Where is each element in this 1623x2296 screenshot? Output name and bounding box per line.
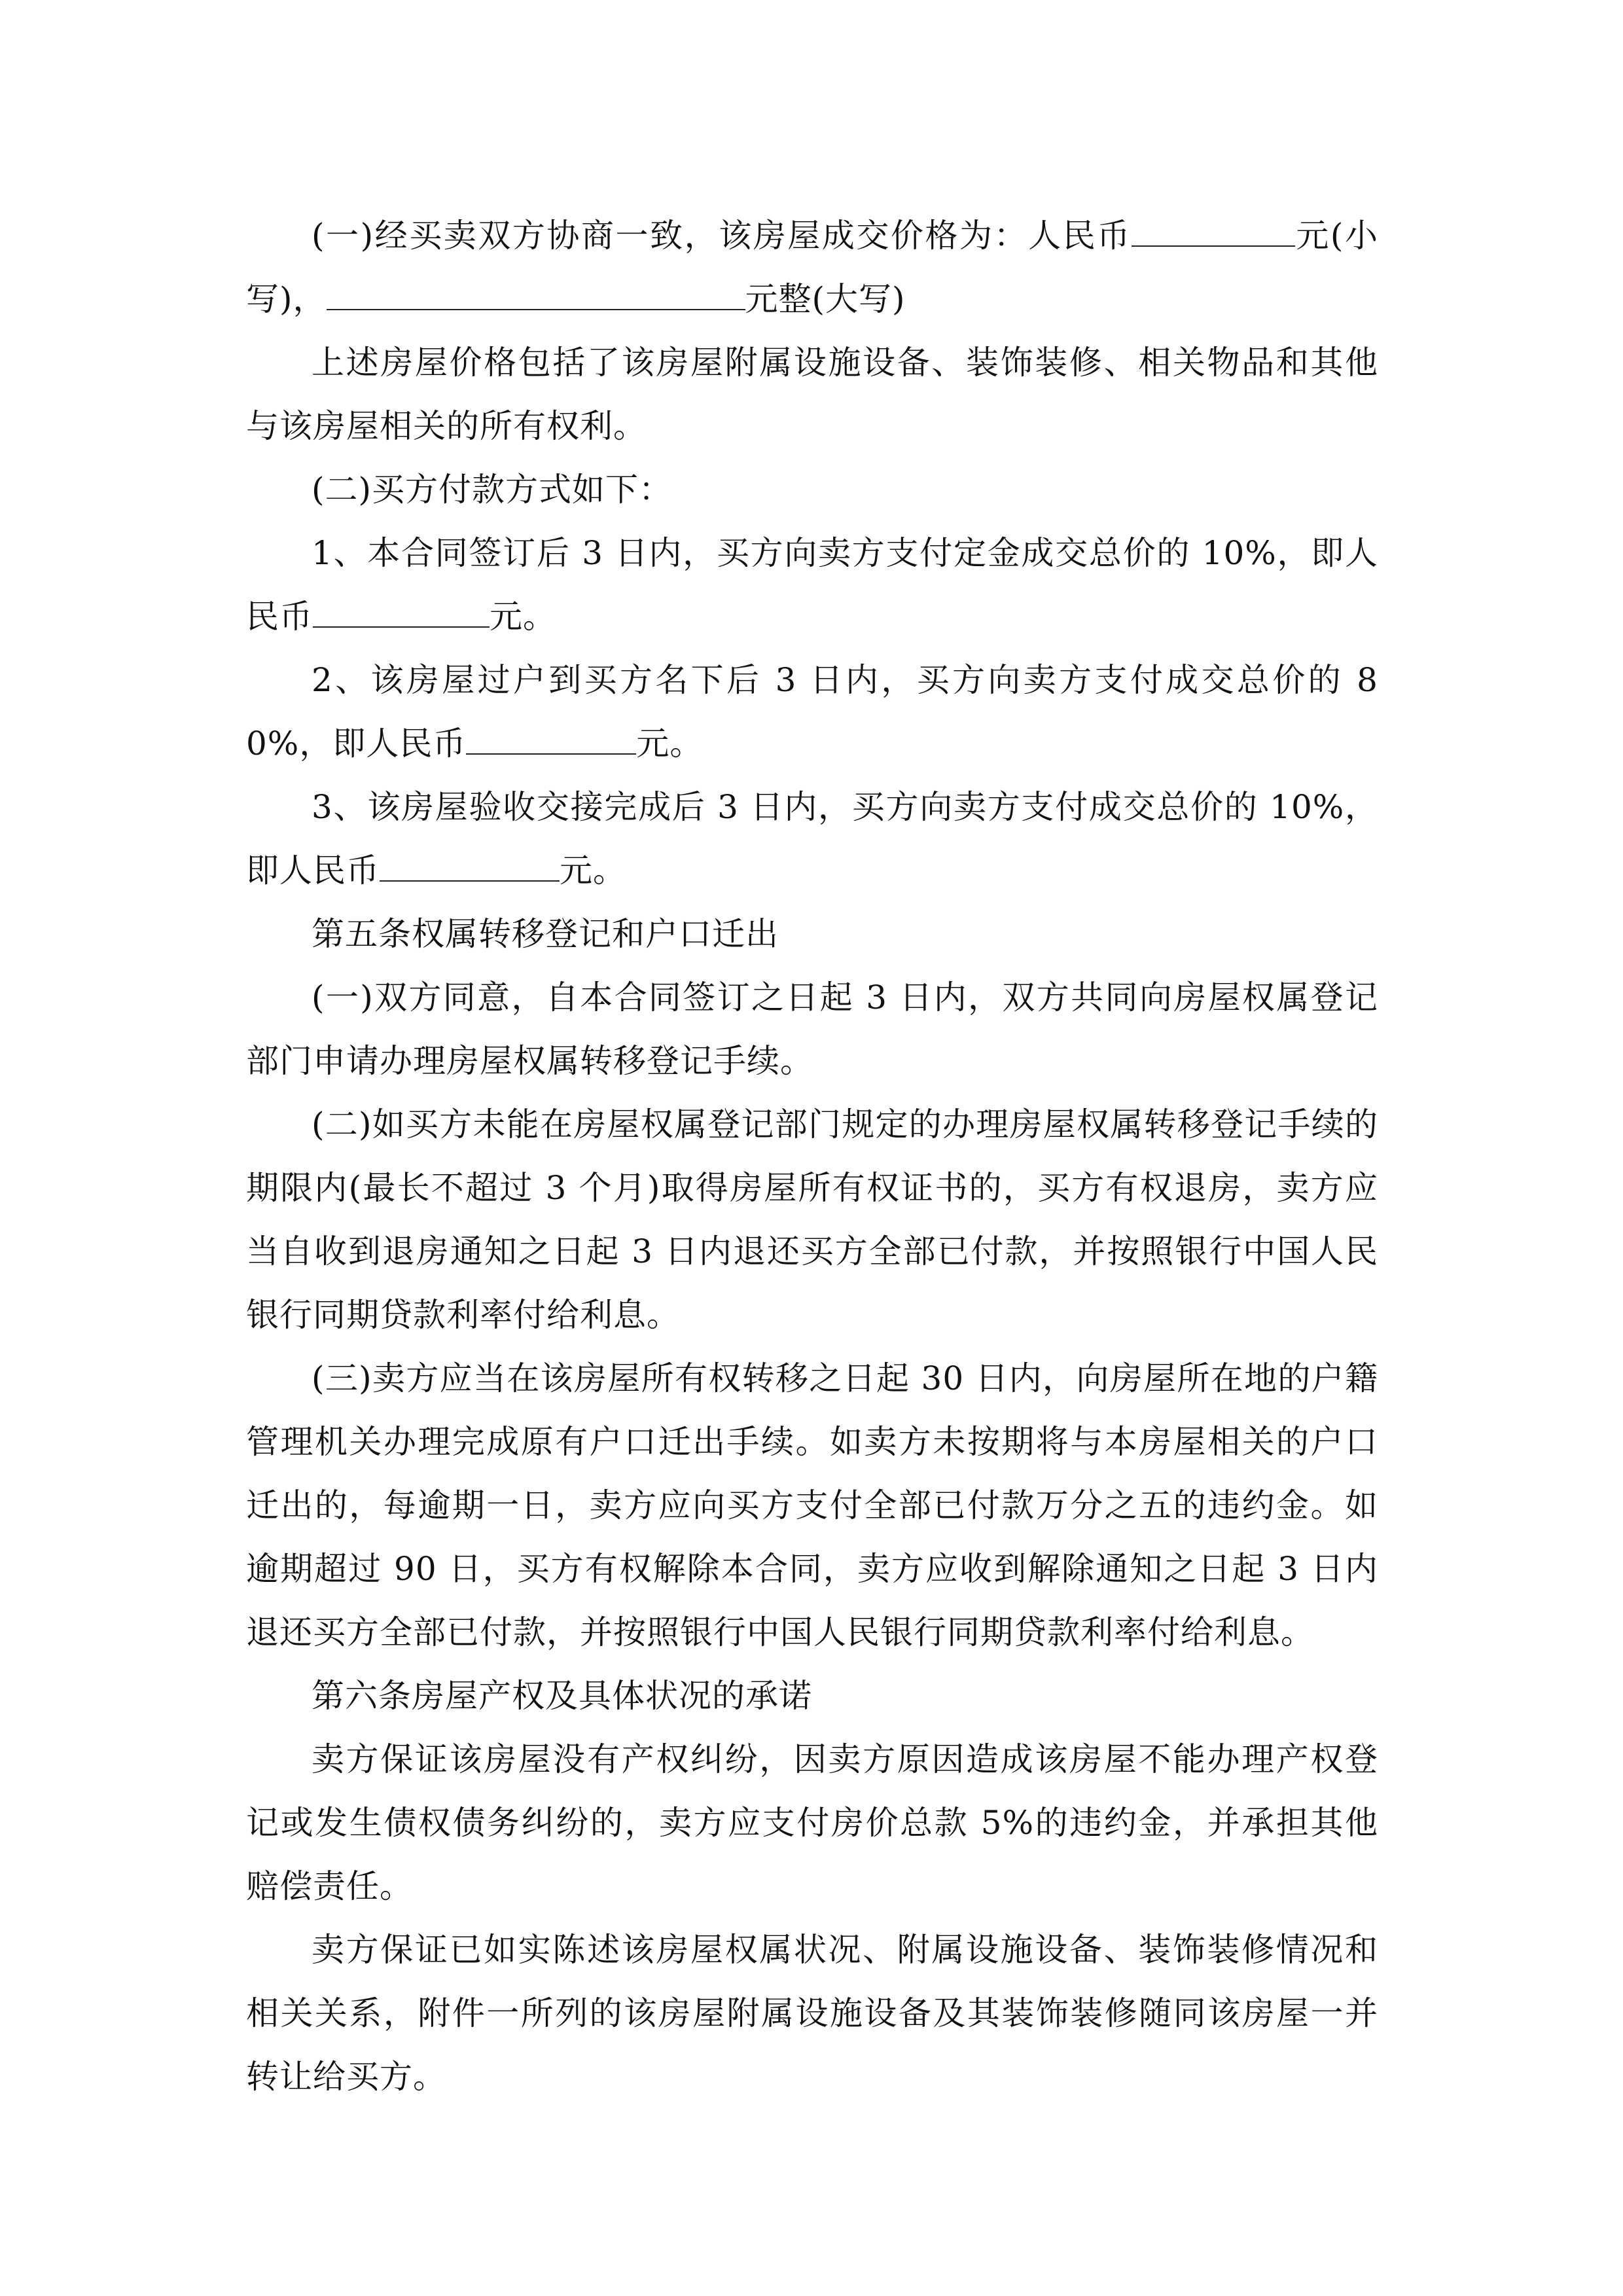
- payment-item-3-unit: 元。: [560, 852, 626, 889]
- article-5-clause-2: (二)如买方未能在房屋权属登记部门规定的办理房屋权属转移登记手续的期限内(最长不超过 3 个月)取得房屋所有权证书的，买方有权退房，卖方应当自收到退房通知之日起 3 日内退还买方全部已付款，并按照银行中国人民银行同期贷款利率付给利息。: [246, 1105, 1378, 1334]
- payment-item-2-text: 2、该房屋过户到买方名下后 3 日内，买方向卖方支付成交总价的 80%，即人民币: [246, 661, 1378, 762]
- payment-item-1-blank: [313, 600, 490, 628]
- article-6-clause-1: 卖方保证该房屋没有产权纠纷，因卖方原因造成该房屋不能办理产权登记或发生债权债务纠纷的，卖方应支付房价总款 5%的违约金，并承担其他赔偿责任。: [246, 1740, 1378, 1905]
- article-6-heading: 第六条房屋产权及具体状况的承诺: [312, 1677, 812, 1715]
- article-5-clause-1: (一)双方同意，自本合同签订之日起 3 日内，双方共同向房屋权属登记部门申请办理房屋权属转移登记手续。: [246, 978, 1378, 1080]
- price-clause-text-1: (一)经买卖双方协商一致，该房屋成交价格为：人民币: [312, 217, 1132, 255]
- price-lowercase-blank: [1132, 219, 1295, 247]
- payment-item-2-unit: 元。: [636, 725, 704, 762]
- article-5-heading: 第五条权属转移登记和户口迁出: [312, 915, 779, 953]
- price-clause-text-3: 元整(大写): [745, 280, 906, 318]
- article-6-clause-2: 卖方保证已如实陈述该房屋权属状况、附属设施设备、装饰装修情况和相关关系，附件一所列的该房屋附属设施设备及其装饰装修随同该房屋一并转让给买方。: [246, 1931, 1378, 2096]
- payment-item-1-unit: 元。: [490, 598, 556, 636]
- price-uppercase-blank: [327, 283, 745, 310]
- document-body: [246, 204, 1378, 2109]
- payment-item-1: [246, 522, 1378, 649]
- price-clause-text-2: 元(小写)，: [246, 217, 1378, 318]
- price-clause: [246, 204, 1378, 331]
- payment-method-heading: (二)买方付款方式如下：: [312, 471, 673, 509]
- payment-item-3-blank: [380, 854, 560, 882]
- price-scope-paragraph: 上述房屋价格包括了该房屋附属设施设备、装饰装修、相关物品和其他与该房屋相关的所有权利。: [246, 344, 1378, 445]
- payment-item-3: [246, 776, 1378, 903]
- payment-item-3-text: 3、该房屋验收交接完成后 3 日内，买方向卖方支付成交总价的 10%，即人民币: [246, 788, 1378, 889]
- payment-item-2: [246, 649, 1378, 776]
- payment-item-1-text: 1、本合同签订后 3 日内，买方向卖方支付定金成交总价的 10%，即人民币: [246, 534, 1378, 636]
- payment-item-2-blank: [466, 727, 636, 755]
- article-5-clause-3: (三)卖方应当在该房屋所有权转移之日起 30 日内，向房屋所在地的户籍管理机关办理完成原有户口迁出手续。如卖方未按期将与本房屋相关的户口迁出的，每逾期一日，卖方应向买方支付全部已付款万分之五的违约金。如逾期超过 90 日，买方有权解除本合同，卖方应收到解除通知之日起 3 日内退还买方全部已付款，并按照银行中国人民银行同期贷款利率付给利息。: [246, 1359, 1378, 1651]
